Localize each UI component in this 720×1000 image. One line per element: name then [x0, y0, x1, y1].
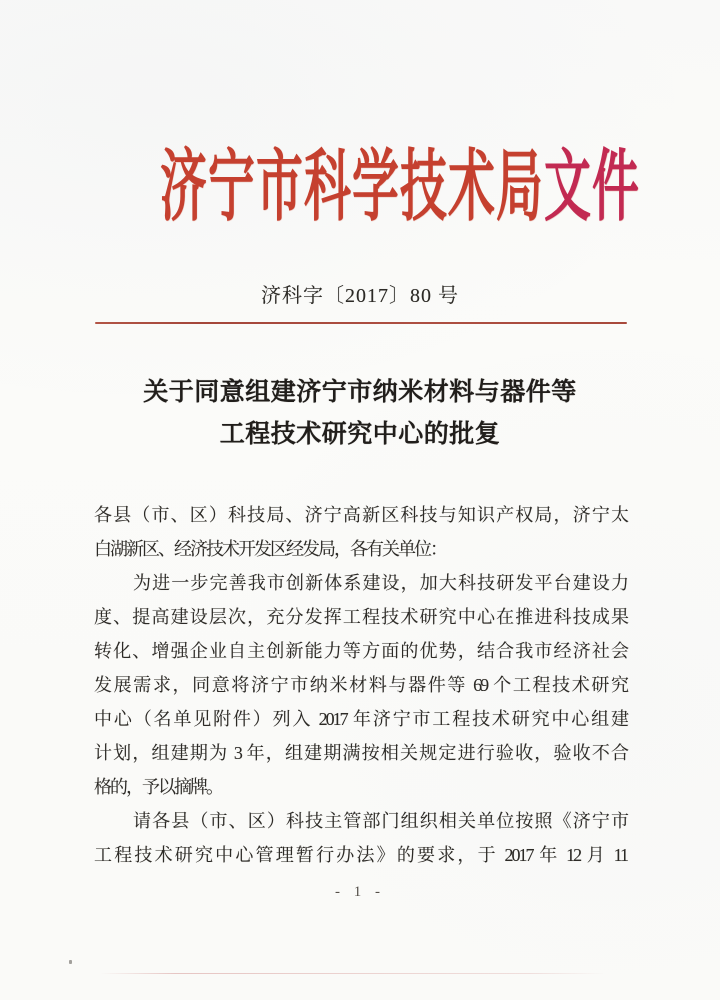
body-line: 格的，予以摘牌。 — [94, 777, 222, 797]
body-line: 计划，组建期为 3 年，组建期满按相关规定进行验收，验收不合 — [94, 743, 627, 763]
document-number: 济科字〔2017〕80 号 — [261, 285, 459, 307]
body-line: 工程技术研究中心管理暂行办法》的要求，于 2017 年 12 月 11 — [94, 845, 627, 865]
document-title — [0, 371, 720, 455]
document-title-line-1: 关于同意组建济宁市纳米材料与器件等 — [143, 378, 577, 406]
document-title-line-2: 工程技术研究中心的批复 — [219, 420, 501, 448]
body-line: 转化、增强企业自主创新能力等方面的优势，结合我市经济社会 — [94, 641, 627, 661]
agency-name-tail: 文件 — [544, 143, 641, 230]
agency-name — [160, 143, 640, 231]
body-line: 请各县（市、区）科技主管部门组织相关单位按照《济宁市 — [133, 811, 627, 831]
body-line: 度、提高建设层次，充分发挥工程技术研究中心在推进科技成果 — [94, 607, 627, 627]
body-line: 发展需求，同意将济宁市纳米材料与器件等 69 个工程技术研究 — [94, 675, 627, 695]
body-line: 白湖新区、经济技术开发区经发局，各有关单位： — [94, 539, 446, 559]
document-body — [94, 498, 627, 872]
body-line: 为进一步完善我市创新体系建设，加大科技研发平台建设力 — [133, 573, 627, 593]
scan-artifact-speck — [69, 960, 72, 964]
red-divider-rule — [95, 322, 627, 324]
body-line: 各县（市、区）科技局、济宁高新区科技与知识产权局，济宁太 — [94, 505, 627, 525]
page-number: - 1 - — [335, 884, 385, 900]
scan-artifact-line — [100, 973, 605, 974]
agency-name-main: 济宁市科学技术局 — [160, 143, 545, 230]
letterhead — [0, 143, 720, 231]
body-line: 中心（名单见附件）列入 2017 年济宁市工程技术研究中心组建 — [94, 709, 627, 729]
